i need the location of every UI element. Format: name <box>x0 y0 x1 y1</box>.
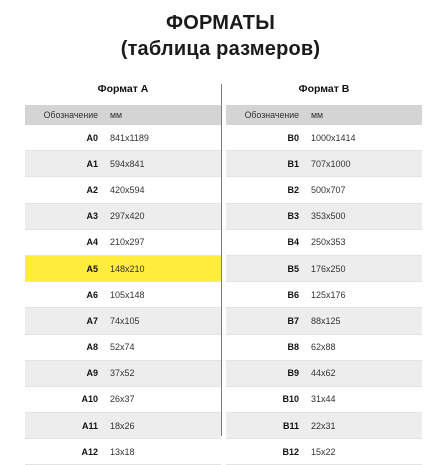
format-name: A0 <box>86 132 98 143</box>
format-size: 88x125 <box>311 315 341 326</box>
format-size: 74x105 <box>110 315 140 326</box>
format-size: 22x31 <box>311 420 336 431</box>
table-row <box>226 256 422 282</box>
format-name: A8 <box>86 342 98 353</box>
format-name: A2 <box>86 184 98 195</box>
format-name: B4 <box>287 237 299 248</box>
table-row <box>25 125 221 151</box>
format-name: B5 <box>287 263 299 274</box>
format-size: 26x37 <box>110 394 135 405</box>
table-row <box>226 308 422 334</box>
format-name: B3 <box>287 211 299 222</box>
format-size: 176x250 <box>311 263 346 274</box>
format-b-header <box>226 105 422 125</box>
table-row <box>25 308 221 334</box>
mm-header: мм <box>311 110 324 120</box>
format-name: B1 <box>287 158 299 169</box>
format-size: 841x1189 <box>110 132 149 143</box>
format-name: B8 <box>287 342 299 353</box>
table-row <box>226 413 422 439</box>
format-name: A10 <box>81 394 98 405</box>
format-name: A9 <box>86 368 98 379</box>
format-size: 594x841 <box>110 158 145 169</box>
table-row <box>226 361 422 387</box>
format-size: 18x26 <box>110 420 135 431</box>
table-row <box>25 204 221 230</box>
format-name: A11 <box>81 420 98 431</box>
table-row <box>226 439 422 465</box>
format-name: B0 <box>287 132 299 143</box>
format-size: 250x353 <box>311 237 346 248</box>
table-row <box>25 230 221 256</box>
format-b-table <box>226 78 422 465</box>
table-row <box>25 256 221 282</box>
format-name: A6 <box>86 289 98 300</box>
format-size: 15x22 <box>311 446 336 457</box>
format-size: 420x594 <box>110 184 145 195</box>
format-name: A5 <box>86 263 98 274</box>
format-name: B11 <box>282 420 299 431</box>
format-name: B7 <box>287 315 299 326</box>
format-a-title: Формат А <box>97 83 149 95</box>
table-row <box>25 439 221 465</box>
format-name: B2 <box>287 184 299 195</box>
format-size: 210x297 <box>110 237 145 248</box>
table-row <box>25 413 221 439</box>
format-name: B6 <box>287 289 299 300</box>
format-size: 37x52 <box>110 368 135 379</box>
format-size: 353x500 <box>311 211 346 222</box>
format-name: A12 <box>81 446 98 457</box>
format-name: B10 <box>282 394 299 405</box>
format-a-header <box>25 105 221 125</box>
table-row <box>226 151 422 177</box>
format-size: 62x88 <box>311 342 336 353</box>
format-size: 148x210 <box>110 263 145 274</box>
format-size: 105x148 <box>110 289 145 300</box>
table-row <box>25 335 221 361</box>
format-size: 125x176 <box>311 289 346 300</box>
format-name: A1 <box>86 158 98 169</box>
table-row <box>226 230 422 256</box>
table-row <box>226 177 422 203</box>
format-size: 44x62 <box>311 368 336 379</box>
mm-header: мм <box>110 110 123 120</box>
format-size: 707x1000 <box>311 158 351 169</box>
format-size: 31x44 <box>311 394 336 405</box>
table-row <box>226 387 422 413</box>
format-size: 297x420 <box>110 211 145 222</box>
format-size: 52x74 <box>110 342 135 353</box>
designation-header: Обозначение <box>43 110 98 120</box>
format-name: B9 <box>287 368 299 379</box>
table-row <box>25 361 221 387</box>
table-row <box>25 151 221 177</box>
table-row <box>25 387 221 413</box>
table-row <box>226 125 422 151</box>
format-b-title: Формат В <box>298 83 350 95</box>
table-row <box>226 282 422 308</box>
format-size: 1000x1414 <box>311 132 356 143</box>
column-divider <box>221 84 222 436</box>
format-size: 13x18 <box>110 446 135 457</box>
format-name: A3 <box>86 211 98 222</box>
format-size: 500x707 <box>311 184 346 195</box>
designation-header: Обозначение <box>244 110 299 120</box>
table-row <box>25 282 221 308</box>
format-name: A7 <box>86 315 98 326</box>
table-row <box>226 204 422 230</box>
format-name: A4 <box>86 237 98 248</box>
page-subtitle: (таблица размеров) <box>120 38 321 60</box>
format-a-table <box>25 78 221 465</box>
table-row <box>226 335 422 361</box>
table-row <box>25 177 221 203</box>
format-name: B12 <box>282 446 299 457</box>
page-title: ФОРМАТЫ <box>165 12 275 34</box>
